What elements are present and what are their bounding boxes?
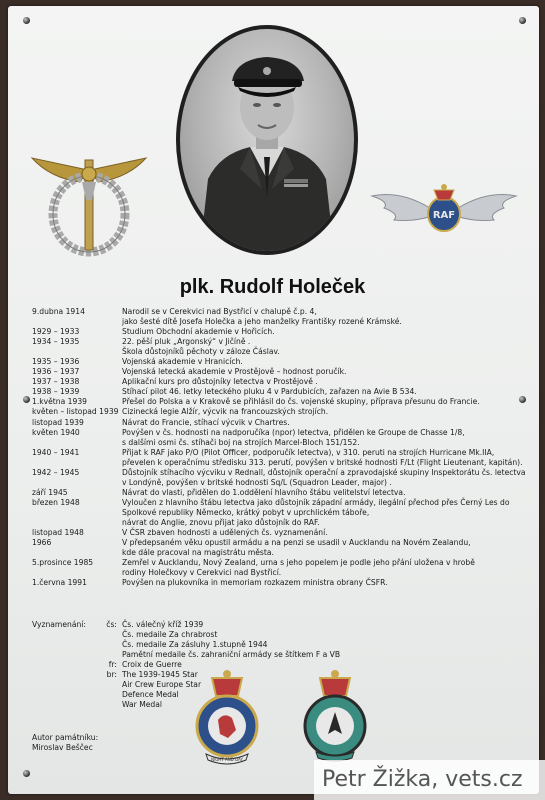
bio-entry — [32, 578, 532, 588]
raf-badge-text: RAF — [432, 210, 456, 221]
bio-line: Povýšen v čs. hodnosti na nadporučíka (npor) letectva, přidělen ke Groupe de Chasse 1/8, — [122, 427, 465, 437]
bio-line: Vyloučen z hlavního štábu letectva jako důstojník západní armády, ilegální přechod přes Černý Les do — [122, 497, 510, 507]
bio-line: Aplikační kurs pro důstojníky letectva v Prostějově . — [122, 377, 318, 387]
bio-entry — [32, 397, 532, 407]
bio-date: 1966 — [32, 538, 52, 548]
award-name: Air Crew Europe Star — [122, 680, 202, 690]
bio-line: v Londýně, povýšen v britské hodnosti Sq/L (Squadron Leader, major) . — [122, 477, 392, 487]
bio-text — [122, 468, 532, 488]
bio-line: Vojenská letecká akademie v Prostějově – hodnost poručík. — [122, 367, 347, 377]
bio-text — [122, 578, 532, 588]
bio-text — [122, 498, 532, 528]
bio-date: 1935 – 1936 — [32, 357, 80, 367]
bio-entry — [32, 307, 532, 327]
bio-text — [122, 357, 532, 367]
bio-text — [122, 418, 532, 428]
crest-motto: NIGHT AND DAY — [211, 757, 243, 762]
award-country: čs: — [106, 620, 117, 629]
bio-text — [122, 397, 532, 407]
award-name: Pamětní medaile čs. zahraniční armády se štítkem F a VB — [122, 650, 341, 660]
bio-line: Cizinecká legie Alžír, výcvik na francouzských strojích. — [122, 407, 329, 417]
bio-line: Škola důstojníků pěchoty v záloze Čáslav. — [122, 347, 280, 357]
award-name: War Medal — [122, 700, 163, 710]
award-name: Croix de Guerre — [122, 660, 182, 670]
bio-line: Studium Obchodní akademie v Hořicích. — [122, 327, 275, 337]
page-title: plk. Rudolf Holeček — [179, 276, 366, 298]
bio-date: březen 1948 — [32, 497, 80, 507]
bio-line: Důstojník stíhacího výcviku v Rednall, důstojník operační a zpravodajské skupiny Inspektorátu čs. letectva — [122, 467, 526, 477]
bio-line: s dalšími osmi čs. stíhači boj na strojích Marcel-Bloch 151/152. — [122, 437, 360, 447]
bio-text — [122, 387, 532, 397]
bio-line: Stíhací pilot 46. letky leteckého pluku 4 v Pardubicích, zařazen na Avie B 534. — [122, 387, 417, 397]
bio-entry — [32, 528, 532, 538]
bio-entry — [32, 468, 532, 488]
screw-bottom-left — [23, 770, 30, 777]
bio-line: Povýšen na plukovníka in memoriam rozkazem ministra obrany ČSFR. — [122, 578, 388, 588]
watermark: Petr Žižka, vets.cz — [314, 760, 545, 800]
award-country: fr: — [108, 660, 117, 670]
bio-date: 1934 – 1935 — [32, 337, 80, 347]
bio-entry — [32, 367, 532, 377]
bio-entry — [32, 357, 532, 367]
bio-line: Spolkové republiky Německo, krátký pobyt v uprchlickém táboře, — [122, 507, 370, 517]
bio-line: jako šesté dítě Josefa Holečka a jeho manželky Františky rozené Krámské. — [122, 317, 402, 327]
bio-line: kde dále pracoval na magistrátu města. — [122, 548, 274, 558]
screw-top-left — [23, 17, 30, 24]
bio-text — [122, 538, 532, 558]
award-name: Čs. medaile Za chrabrost — [122, 630, 218, 640]
bio-entry — [32, 377, 532, 387]
bio-entry — [32, 387, 532, 397]
bio-line: návrat do Anglie, znovu přijat jako důstojník do RAF. — [122, 517, 320, 527]
portrait-photo — [180, 29, 354, 251]
squadron-crest-313 — [298, 664, 372, 768]
bio-text — [122, 327, 532, 337]
bio-date: listopad 1948 — [32, 528, 84, 538]
bio-text — [122, 488, 532, 498]
awards-title: Vyznamenání: — [32, 620, 86, 629]
bio-text — [122, 307, 532, 327]
bio-text — [122, 407, 532, 417]
award-name: Čs. medaile Za zásluhy 1.stupně 1944 — [122, 640, 268, 650]
bio-line: 22. pěší pluk „Argonský“ v Jičíně . — [122, 337, 251, 347]
bio-text — [122, 377, 532, 387]
biography-list — [32, 307, 532, 588]
bio-text — [122, 528, 532, 538]
bio-line: Návrat do vlasti, přidělen do 1.oddělení hlavního štábu velitelství letectva. — [122, 487, 406, 497]
award-name: The 1939-1945 Star — [122, 670, 198, 680]
screw-mid-left — [23, 396, 30, 403]
bio-line: Přijat k RAF jako P/O (Pilot Officer, podporučík letectva), v 310. peruti na strojích Hurricane Mk.IIA, — [122, 447, 495, 457]
bio-line: Návrat do Francie, stíhací výcvik v Chartres. — [122, 417, 290, 427]
bio-entry — [32, 428, 532, 448]
bio-line: V ČSR zbaven hodnosti a udělených čs. vyznamenání. — [122, 528, 328, 538]
bio-date: září 1945 — [32, 487, 68, 497]
award-country: br: — [106, 670, 117, 680]
bio-line: Vojenská akademie v Hranicích. — [122, 357, 243, 367]
bio-line: Přešel do Polska a v Krakově se přihlásil do čs. vojenské skupiny, příprava přesunu do Francie. — [122, 397, 480, 407]
bio-date: 1.května 1939 — [32, 397, 87, 407]
author-label: Autor památníku: — [32, 733, 99, 742]
bio-entry — [32, 498, 532, 528]
bio-line: Narodil se v Cerekvici nad Bystřicí v chalupě č.p. 4, — [122, 307, 317, 316]
bio-date: 1936 – 1937 — [32, 367, 80, 377]
bio-date: listopad 1939 — [32, 417, 84, 427]
squadron-crest-310 — [190, 668, 264, 772]
bio-line: převelen k operačnímu středisku 313. perutí, povýšen v britské hodnosti F/Lt (Flight Lieutenant, kapitán). — [122, 457, 523, 467]
bio-text — [122, 558, 532, 578]
bio-entry — [32, 488, 532, 498]
bio-text — [122, 367, 532, 377]
pilot-wings-badge — [30, 152, 148, 266]
bio-line: rodiny Holečkovy v Cerekvici nad Bystřicí. — [122, 568, 282, 578]
bio-entry — [32, 327, 532, 337]
raf-wings-badge — [370, 178, 518, 242]
bio-entry — [32, 558, 532, 578]
award-name: Defence Medal — [122, 690, 179, 700]
bio-entry — [32, 407, 532, 417]
bio-text — [122, 337, 532, 357]
bio-date: 1929 – 1933 — [32, 327, 80, 337]
bio-entry — [32, 337, 532, 357]
award-name: Čs. válečný kříž 1939 — [122, 620, 204, 629]
bio-date: 9.dubna 1914 — [32, 307, 85, 316]
author-block — [32, 733, 98, 753]
screw-top-right — [519, 17, 526, 24]
bio-entry — [32, 418, 532, 428]
bio-date: 5.prosince 1985 — [32, 558, 94, 568]
bio-date: 1942 – 1945 — [32, 467, 80, 477]
bio-date: květen – listopad 1939 — [32, 407, 119, 417]
bio-date: 1937 – 1938 — [32, 377, 80, 387]
bio-date: 1.června 1991 — [32, 578, 87, 588]
bio-line: V předepsaném věku opustil armádu a na penzi se usadil v Aucklandu na Novém Zealandu, — [122, 538, 471, 548]
bio-text — [122, 428, 532, 448]
portrait-oval — [176, 25, 358, 255]
bio-date: 1938 – 1939 — [32, 387, 80, 397]
bio-line: Zemřel v Aucklandu, Nový Zealand, urna s jeho popelem je podle jeho přání uložena v hrobě — [122, 558, 475, 568]
bio-entry — [32, 448, 532, 468]
bio-date: květen 1940 — [32, 427, 80, 437]
bio-entry — [32, 538, 532, 558]
bio-date: 1940 – 1941 — [32, 447, 80, 457]
author-name: Miroslav Beščec — [32, 743, 93, 753]
bio-text — [122, 448, 532, 468]
